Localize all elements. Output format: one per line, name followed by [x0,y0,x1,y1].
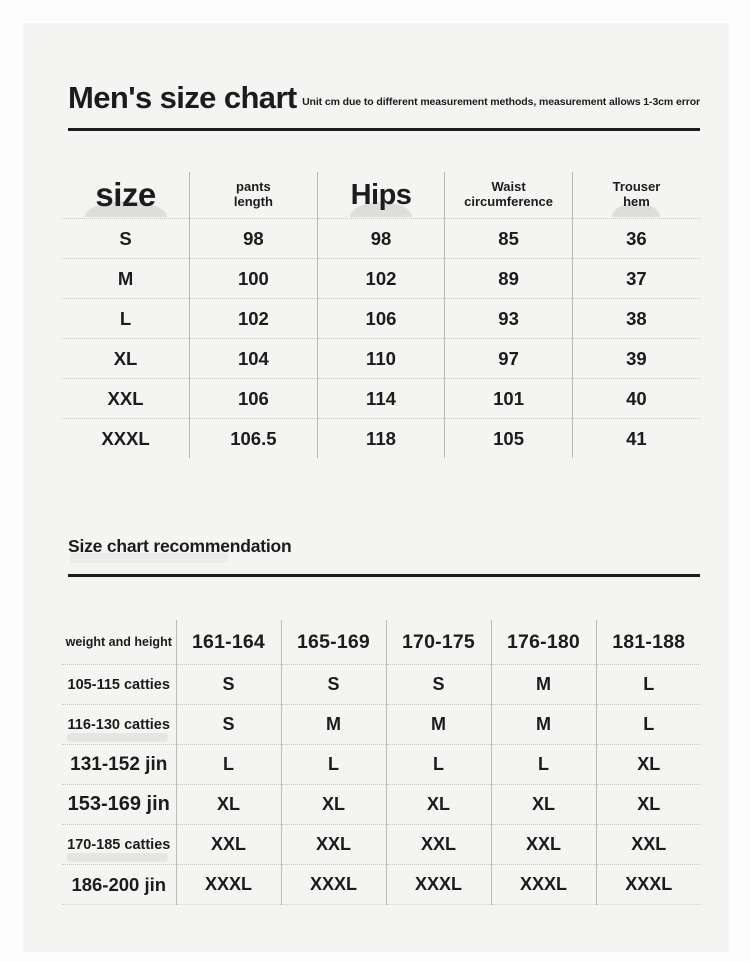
recommended-size-cell: L [386,745,491,785]
height-range-header: 165-169 [281,620,386,665]
weight-range-label: 153-169 jin [62,785,176,825]
value-cell: 37 [572,259,700,299]
size-cell: XXXL [62,419,190,459]
value-cell: 85 [445,219,573,259]
recommended-size-cell: L [491,745,596,785]
recommended-size-cell: XL [491,785,596,825]
table-row [62,339,700,379]
value-cell: 89 [445,259,573,299]
table-row [62,299,700,339]
recommended-size-cell: XXXL [386,865,491,905]
recommended-size-cell: L [281,745,386,785]
weight-range-label: 186-200 jin [62,865,176,905]
value-cell: 118 [317,419,445,459]
recommended-size-cell: XXXL [491,865,596,905]
height-range-header: 176-180 [491,620,596,665]
weight-range-label: 170-185 catties [62,825,176,865]
table-row [62,705,701,745]
recommended-size-cell: XXL [596,825,701,865]
value-cell: 40 [572,379,700,419]
value-cell: 102 [317,259,445,299]
recommended-size-cell: S [176,665,281,705]
value-cell: 104 [190,339,318,379]
recommended-size-cell: S [281,665,386,705]
value-cell: 93 [445,299,573,339]
table-row [62,259,700,299]
table-row [62,785,701,825]
value-cell: 98 [317,219,445,259]
size-cell: L [62,299,190,339]
value-cell: 110 [317,339,445,379]
table-row [62,665,701,705]
weight-range-label: 105-115 catties [67,676,170,693]
column-header-hips: Hips [317,172,445,219]
size-cell: S [119,227,132,249]
recommended-size-cell: XXL [281,825,386,865]
value-cell: 102 [190,299,318,339]
height-range-header: 161-164 [176,620,281,665]
value-cell: 41 [572,419,700,459]
weight-range-label: 116-130 catties [62,705,176,745]
column-header-size: size [62,172,190,219]
size-cell: XXL [62,379,190,419]
recommended-size-cell: XL [596,785,701,825]
recommended-size-cell: XL [281,785,386,825]
recommended-size-cell: XXL [386,825,491,865]
recommendation-header-row [62,620,701,665]
table-row [62,865,701,905]
value-cell: 98 [190,219,318,259]
column-header-trouser-hem: Trouser hem [572,172,700,219]
table-row [62,379,700,419]
value-cell: 106 [317,299,445,339]
mens-size-table [62,172,700,458]
recommended-size-cell: XXL [491,825,596,865]
value-cell: 97 [445,339,573,379]
table-row [62,825,701,865]
value-cell: 105 [445,419,573,459]
column-header-pants-length: pants length [190,172,318,219]
table-row [62,219,700,259]
recommended-size-cell: XXXL [281,865,386,905]
measurement-note: Unit cm due to different measurement methods, measurement allows 1-3cm error [302,96,700,108]
section-title-recommendation: Size chart recommendation [68,536,292,556]
title-divider [68,128,700,131]
value-cell: 36 [572,219,700,259]
value-cell: 100 [190,259,318,299]
recommended-size-cell: M [386,705,491,745]
weight-range-label: 131-152 jin [62,745,176,785]
value-cell: 39 [572,339,700,379]
recommended-size-cell: L [176,745,281,785]
recommended-size-cell: L [596,665,701,705]
recommended-size-cell: XL [596,745,701,785]
value-cell: 38 [572,299,700,339]
table-row [62,745,701,785]
section-divider [68,574,700,577]
size-recommendation-table [62,620,701,905]
corner-header-weight-height: weight and height [62,620,176,665]
value-cell: 114 [317,379,445,419]
value-cell: 106.5 [190,419,318,459]
recommended-size-cell: XXXL [596,865,701,905]
table-row [62,419,700,459]
recommended-size-cell: L [596,705,701,745]
column-header-waist: Waist circumference [445,172,573,219]
height-range-header: 181-188 [596,620,701,665]
value-cell: 106 [190,379,318,419]
recommended-size-cell: XXXL [176,865,281,905]
size-table-header-row [62,172,700,219]
recommended-size-cell: S [386,665,491,705]
recommended-size-cell: XXL [176,825,281,865]
recommended-size-cell: M [281,705,386,745]
value-cell: 101 [445,379,573,419]
recommended-size-cell: XL [176,785,281,825]
size-cell: XL [62,339,190,379]
recommended-size-cell: S [176,705,281,745]
size-cell: M [62,259,190,299]
recommended-size-cell: M [491,705,596,745]
page-title: Men's size chart [68,80,297,115]
recommended-size-cell: M [491,665,596,705]
height-range-header: 170-175 [386,620,491,665]
recommended-size-cell: XL [386,785,491,825]
